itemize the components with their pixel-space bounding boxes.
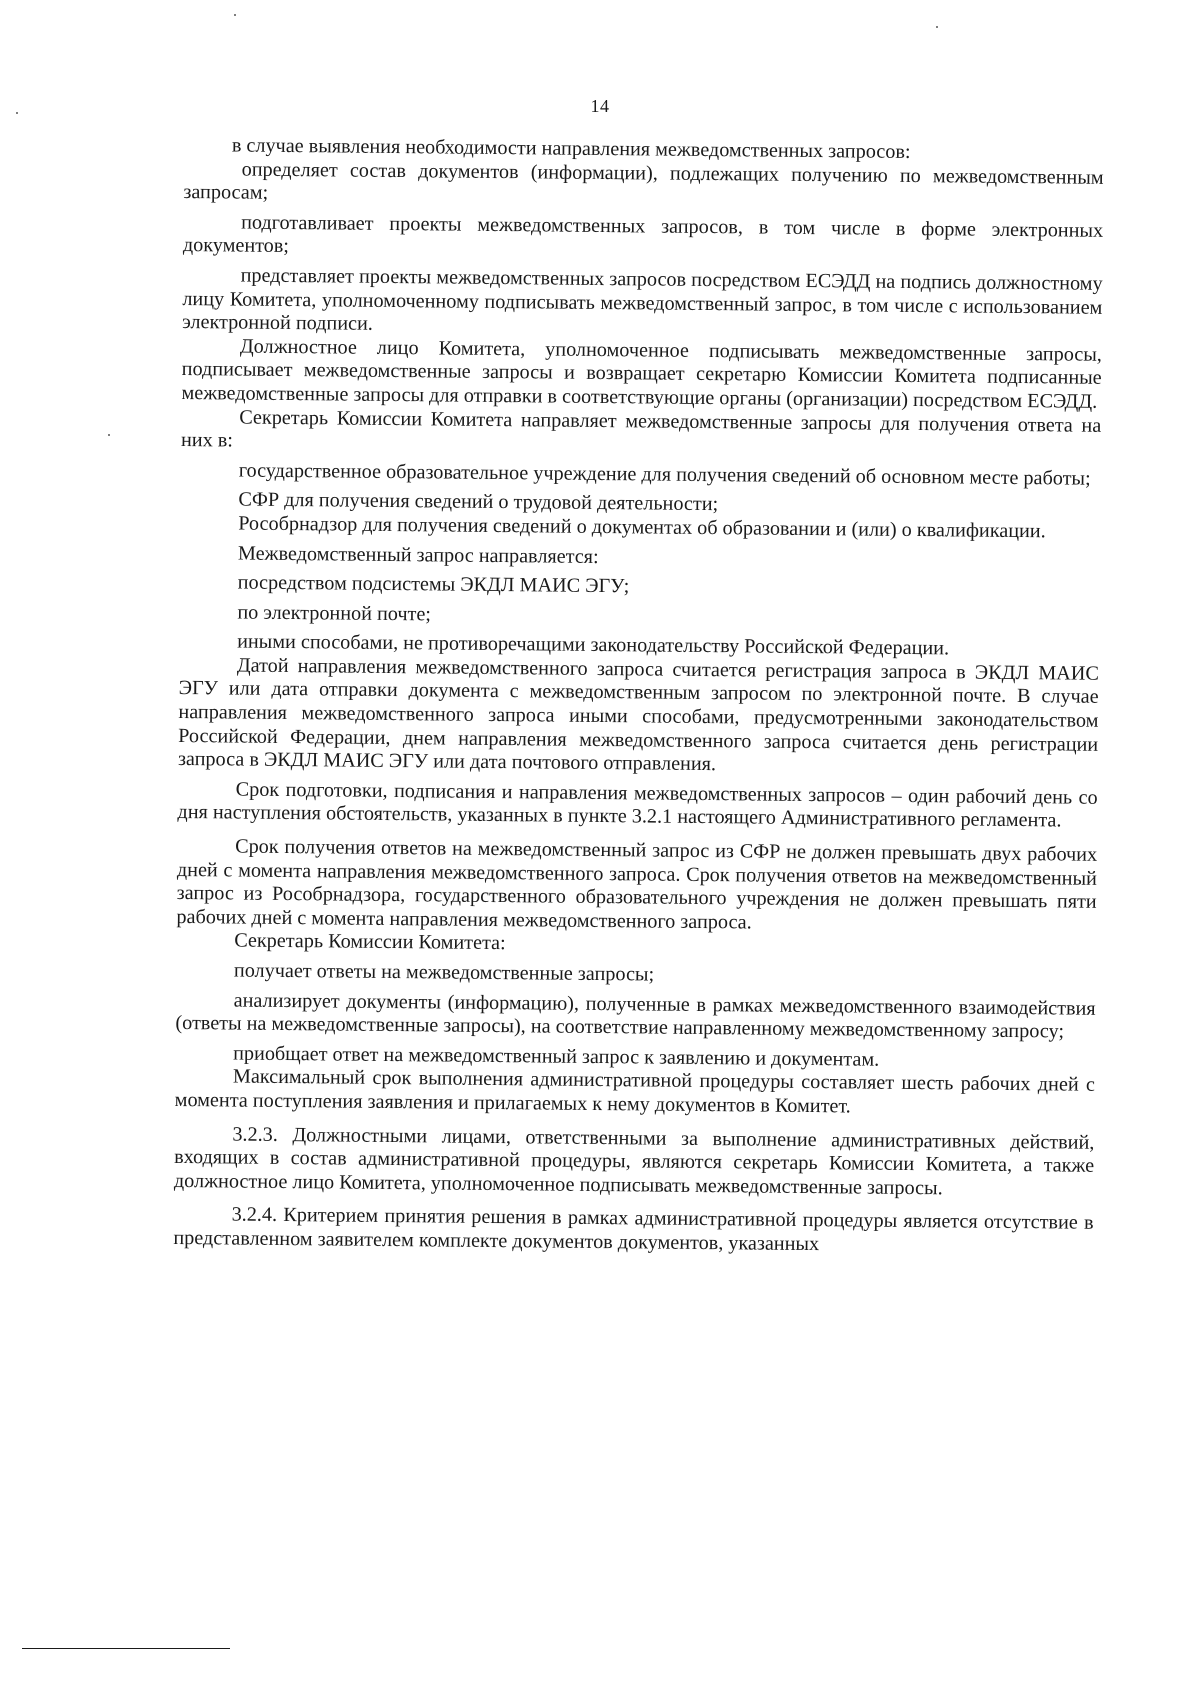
scan-speck (936, 26, 938, 28)
paragraph-8: СФР для получения сведений о трудовой деятельности; (238, 488, 719, 516)
paragraph-16: Срок получения ответов на межведомственный запрос из СФР не должен превышать двух рабочих дней с момента направления межведомственного запроса. Срок получения ответов на межведомственный запрос из Рособрнадзора, государственного образовательного учреждения не должен превышать пяти рабочих дней с момента направления межведомственного запроса. (176, 835, 1098, 934)
paragraph-5: Должностное лицо Комитета, уполномоченное подписывать межведомственные запросы, подписывает межведомственные запросы и возвращает секретарю Комиссии Комитета подписанные межведомственные запросы для отправки в соответствующие органы (организации) посредством ЕСЭДД. (181, 335, 1103, 413)
paragraph-17: Секретарь Комиссии Комитета: (234, 929, 506, 955)
paragraph-2: определяет состав документов (информации), подлежащих получению по межведомственным запросам; (183, 158, 1104, 204)
scan-speck (108, 434, 110, 436)
paragraph-22: 3.2.3. Должностными лицами, ответственными за выполнение административных действий, входящих в состав административной процедуры, являются секретарь Комиссии Комитета, а также должностное лицо Комитета, уполномоченное подписывать межведомственные запросы. (173, 1123, 1095, 1200)
paragraph-6: Секретарь Комиссии Комитета направляет межведомственные запросы для получения ответа на них в: (180, 406, 1102, 452)
paragraph-23: 3.2.4. Критерием принятия решения в рамках административной процедуры является отсутствие в представленном заявителем комплекте документов документов, указанных (173, 1203, 1094, 1256)
paragraph-18: получает ответы на межведомственные запросы; (233, 959, 655, 986)
footnote-separator-line (22, 1648, 230, 1649)
paragraph-19: анализирует документы (информацию), полученные в рамках межведомственного взаимодействия (ответы на межведомственные запросы), на соответствие направленному межведомственному запросу; (175, 989, 1096, 1043)
paragraph-20: приобщает ответ на межведомственный запрос к заявлению и документам. (233, 1042, 880, 1071)
paragraph-15: Срок подготовки, подписания и направления межведомственных запросов – один рабочий день со дня наступления обстоятельств, указанных в пункте 3.2.1 настоящего Административного регламента. (177, 778, 1098, 832)
paragraph-7: государственное образовательное учреждение для получения сведений об основном месте работы; (238, 459, 1091, 490)
paragraph-13: иными способами, не противоречащими законодательству Российской Федерации. (237, 630, 950, 660)
scan-speck (16, 112, 18, 114)
paragraph-4: представляет проекты межведомственных запросов посредством ЕСЭДД на подпись должностному лицу Комитета, уполномоченному подписывать межведомственный запрос, в том числе с использованием электронной подписи. (182, 264, 1103, 335)
paragraph-3: подготавливает проекты межведомственных запросов, в том числе в форме электронных документов; (182, 211, 1104, 258)
paragraph-11: посредством подсистемы ЭКДЛ МАИС ЭГУ; (237, 571, 630, 598)
paragraph-1: в случае выявления необходимости направления межведомственных запросов: (231, 134, 911, 163)
paragraph-9: Рособрнадзор для получения сведений о документах об образовании и (или) о квалификации. (238, 512, 1046, 543)
paragraph-14: Датой направления межведомственного запроса считается регистрация запроса в ЭКДЛ МАИС ЭГУ или дата отправки документа с межведомственным запросом по электронной почте. В случае направления межведомственного запроса иными способами, предусмотренными законодательством Российской Федерации, днем направления межведомственного запроса считается день регистрации запроса в ЭКДЛ МАИС ЭГУ или дата почтового отправления. (177, 654, 1099, 776)
document-body (173, 134, 1104, 1259)
paragraph-10: Межведомственный запрос направляется: (237, 542, 599, 568)
paragraph-12: по электронной почте; (237, 601, 432, 626)
page-number: 14 (590, 96, 610, 116)
paragraph-21: Максимальный срок выполнения административной процедуры составляет шесть рабочих дней с момента поступления заявления и прилагаемых к нему документов в Комитет. (174, 1065, 1096, 1118)
scan-speck (234, 14, 236, 16)
